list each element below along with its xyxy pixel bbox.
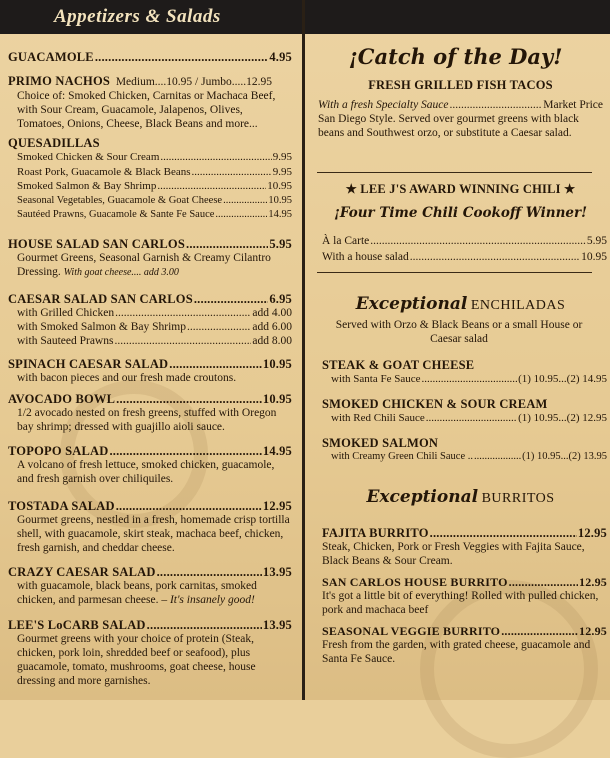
- option-price: 9.95: [272, 151, 292, 163]
- item-sauce: with Red Chili Sauce: [331, 412, 425, 424]
- item-description: Gourmet greens, nestled in a fresh, homemade crisp tortilla shell, with guacamole, skirt steak, machaca beef, chicken, fresh garnish, and cheddar cheese.: [17, 514, 290, 554]
- section-rule: [317, 272, 592, 273]
- item-sauce: with Creamy Green Chili Sauce ..: [331, 451, 474, 462]
- menu-item-burrito: [322, 624, 607, 666]
- item-price: 5.95: [269, 237, 292, 251]
- menu-item-enchilada: [322, 358, 607, 386]
- enchiladas-description: Served with Orzo & Black Beans or a small House or Caesar salad: [335, 319, 583, 345]
- option-price: 9.95: [272, 165, 292, 178]
- appetizers-column: [0, 0, 302, 34]
- option-label: Smoked Chicken & Sour Cream: [17, 151, 160, 163]
- option-label: Sautéed Prawns, Guacamole & Sante Fe Sauce: [17, 209, 215, 220]
- addon-price: add 6.00: [252, 321, 292, 333]
- option-price: 10.95: [581, 251, 607, 263]
- item-price: 10.95: [262, 357, 292, 371]
- item-price: (1) 10.95...(2) 14.95: [518, 373, 607, 385]
- item-name: SAN CARLOS HOUSE BURRITO: [322, 575, 508, 589]
- section-title: Appetizers & Salads: [54, 6, 221, 27]
- item-tagline: It's insanely good!: [169, 594, 255, 606]
- column-divider: [302, 0, 305, 700]
- item-price: 12.95: [579, 624, 607, 638]
- item-name: PRIMO NACHOS: [8, 74, 111, 88]
- item-price: 14.95: [262, 444, 292, 458]
- item-price: (1) 10.95...(2) 13.95: [522, 451, 607, 462]
- item-description: with guacamole, black beans, pork carnitas, smoked chicken, and parmesan cheese. –: [17, 580, 257, 606]
- title-script: Exceptional: [355, 294, 468, 314]
- option-label: With a house salad: [322, 251, 409, 263]
- item-name: GUACAMOLE: [8, 50, 94, 64]
- entrees-column: [305, 0, 610, 34]
- addon-label: with Sauteed Prawns: [17, 335, 114, 347]
- menu-item-enchilada: [322, 397, 607, 425]
- item-price: 12.95: [262, 499, 292, 513]
- item-name: FRESH GRILLED FISH TACOS: [368, 78, 553, 92]
- menu-item-crazy-caesar: [8, 565, 292, 607]
- option-label: Seasonal Vegetables, Guacamole & Goat Cheese: [17, 194, 223, 206]
- addon-price: add 8.00: [252, 335, 292, 347]
- burritos-title: [318, 487, 603, 509]
- item-name: STEAK & GOAT CHEESE: [322, 358, 475, 372]
- item-name: TOSTADA SALAD: [8, 499, 115, 513]
- item-name: SEASONAL VEGGIE BURRITO: [322, 624, 501, 638]
- item-name: LEE'S LoCARB SALAD: [8, 618, 146, 632]
- menu-item-burrito: [322, 575, 607, 617]
- item-sauce: With a fresh Specialty Sauce: [318, 99, 449, 111]
- item-name: FAJITA BURRITO: [322, 526, 429, 540]
- menu-item-tostada: [8, 499, 292, 555]
- option-price: 5.95: [586, 235, 607, 247]
- item-name: HOUSE SALAD SAN CARLOS: [8, 237, 186, 251]
- item-sauce: with Santa Fe Sauce: [331, 373, 421, 385]
- item-description: A volcano of fresh lettuce, smoked chicken, guacamole, and fresh garnish over chiliquiles.: [17, 459, 275, 485]
- item-price: 10.95: [262, 392, 292, 406]
- item-price: 12.95: [577, 526, 607, 540]
- addon-price: add 4.00: [252, 307, 292, 319]
- menu-item-nachos: [8, 74, 292, 131]
- option-price: 10.95: [268, 194, 292, 206]
- menu-item-burrito: [322, 526, 607, 568]
- item-name: SMOKED SALMON: [322, 436, 439, 450]
- section-rule: [317, 172, 592, 173]
- item-price: 13.95: [262, 618, 292, 632]
- menu-item-locarb: [8, 618, 292, 688]
- menu-item-enchilada: [322, 436, 607, 464]
- item-description: with bacon pieces and our fresh made croutons.: [17, 372, 237, 384]
- item-price: Market Price: [543, 99, 603, 111]
- catch-title: ¡Catch of the Day!: [348, 44, 563, 69]
- item-name: TOPOPO SALAD: [8, 444, 109, 458]
- menu-item-quesadillas: [8, 136, 292, 223]
- chili-title: ★ LEE J'S AWARD WINNING CHILI ★: [345, 182, 576, 196]
- item-description: Gourmet greens with your choice of protein (Steak, chicken, pork loin, shredded beef or seafood), plus guacamole, tomato, mushrooms, goat cheese, house dressing and more garnishes.: [17, 633, 256, 687]
- menu-item-house-salad: [8, 237, 292, 280]
- item-price: 6.95: [269, 292, 292, 306]
- section-banner: [0, 0, 302, 34]
- addon-label: with Smoked Salmon & Bay Shrimp: [17, 321, 186, 333]
- menu-item-fish-tacos: [318, 78, 603, 140]
- section-banner: [305, 0, 610, 34]
- menu-item-topopo: [8, 444, 292, 486]
- item-addon: With goat cheese.... add 3.00: [63, 267, 179, 278]
- option-price: 10.95: [267, 180, 292, 192]
- item-description: Fresh from the garden, with grated cheese, guacamole and Santa Fe Sauce.: [322, 639, 591, 665]
- option-label: À la Carte: [322, 235, 370, 247]
- item-price: 13.95: [262, 565, 292, 579]
- item-price: 4.95: [269, 50, 292, 64]
- item-sizes: Medium....10.95 / Jumbo.....12.95: [115, 76, 273, 88]
- menu-item-spinach: [8, 357, 292, 385]
- item-description: Choice of: Smoked Chicken, Carnitas or Machaca Beef, with Sour Cream, Guacamole, Jalapenos, Olives, Tomatoes, Onions, Cheese, Black Beans and more...: [17, 90, 276, 130]
- title-script: Exceptional: [366, 487, 479, 507]
- item-price: (1) 10.95...(2) 12.95: [518, 412, 607, 424]
- option-label: Roast Pork, Guacamole & Black Beans: [17, 165, 191, 178]
- item-name: AVOCADO BOWL: [8, 392, 116, 406]
- enchiladas-title: [318, 294, 603, 316]
- item-description: Gourmet Greens, Seasonal Garnish & Creamy Cilantro Dressing.: [17, 252, 271, 278]
- title-word: BURRITOS: [481, 491, 555, 506]
- menu-item-guacamole: [8, 50, 292, 64]
- item-name: CAESAR SALAD SAN CARLOS: [8, 292, 193, 306]
- menu-item-caesar: [8, 292, 292, 348]
- item-description: 1/2 avocado nested on fresh greens, stuffed with Oregon bay shrimp; dressed with guajillo aioli sauce.: [17, 407, 277, 433]
- option-price: 14.95: [268, 209, 292, 220]
- menu-item-chili: [322, 233, 607, 265]
- item-description: Steak, Chicken, Pork or Fresh Veggies with Fajita Sauce, Black Beans & Sour Cream.: [322, 541, 585, 567]
- chili-subtitle: ¡Four Time Chili Cookoff Winner!: [333, 205, 588, 221]
- item-name: SMOKED CHICKEN & SOUR CREAM: [322, 397, 548, 411]
- item-name: CRAZY CAESAR SALAD: [8, 565, 156, 579]
- menu-item-avocado: [8, 392, 292, 434]
- title-word: ENCHILADAS: [470, 298, 566, 313]
- item-description: San Diego Style. Served over gourmet greens with black beans and Southwest orzo, or substitute a Caesar salad.: [318, 113, 579, 139]
- item-name: SPINACH CAESAR SALAD: [8, 357, 169, 371]
- item-price: 12.95: [579, 575, 607, 589]
- item-description: It's got a little bit of everything! Rolled with pulled chicken, pork and machaca beef: [322, 590, 599, 616]
- item-name: QUESADILLAS: [8, 136, 100, 150]
- addon-label: with Grilled Chicken: [17, 307, 115, 319]
- option-label: Smoked Salmon & Bay Shrimp: [17, 180, 157, 192]
